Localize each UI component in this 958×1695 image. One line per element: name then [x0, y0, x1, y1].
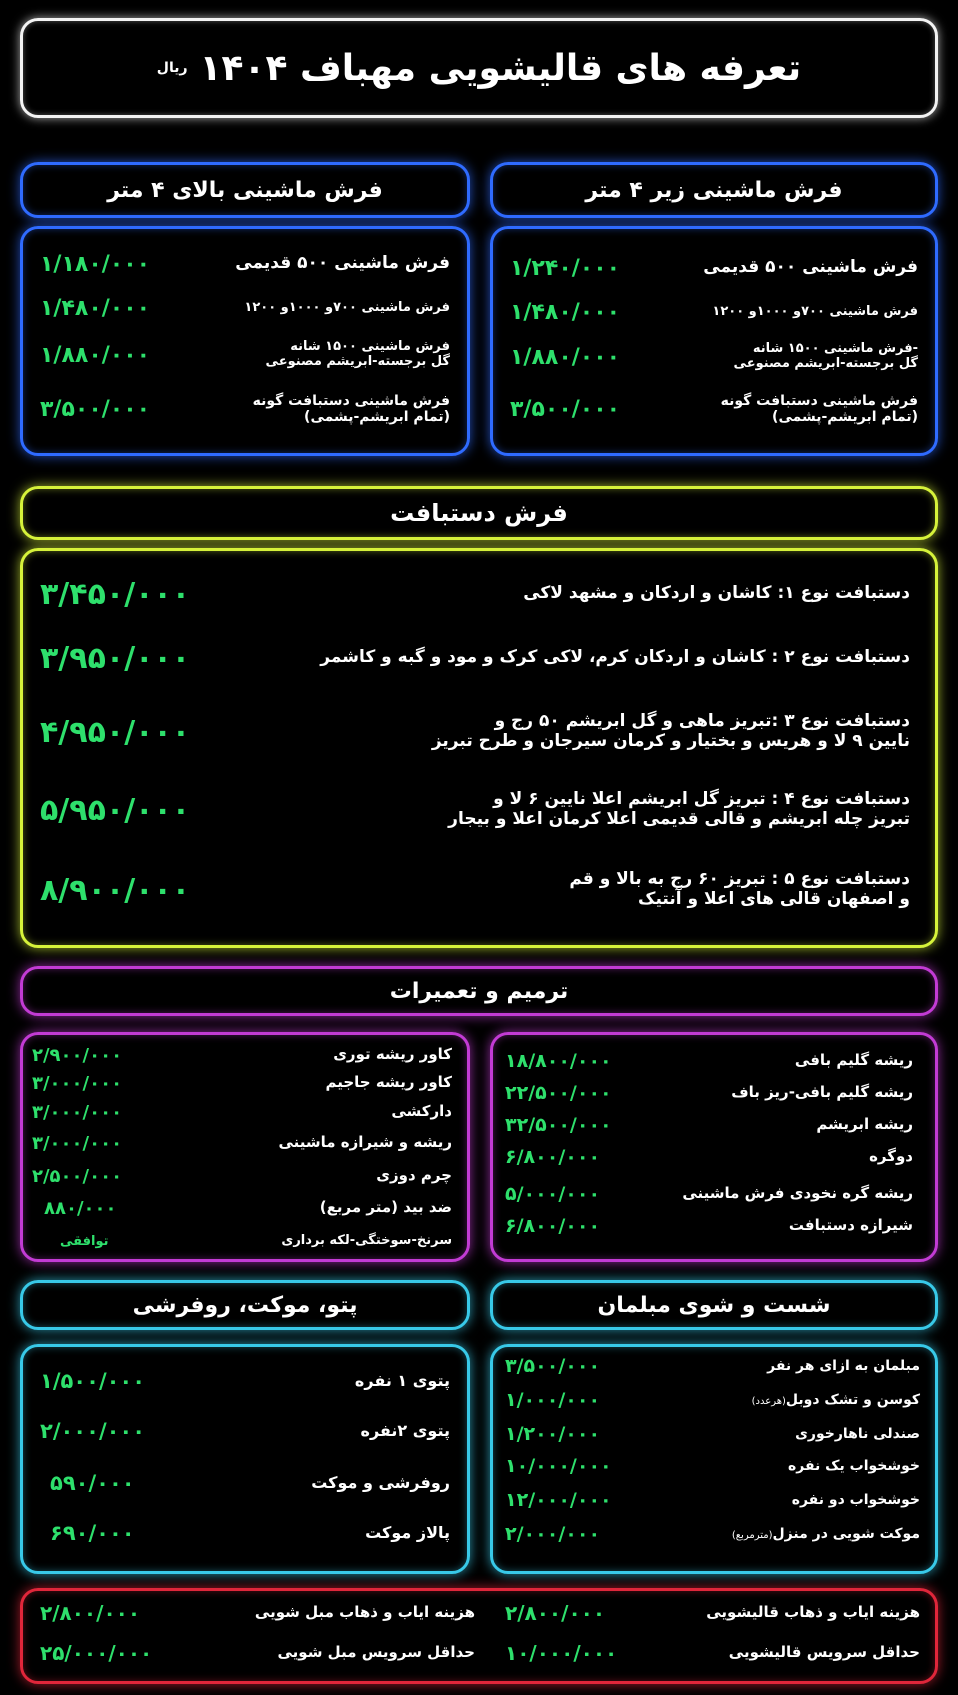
- list-item: [40, 332, 450, 378]
- item-price: ۲/۰۰۰/۰۰۰: [505, 1523, 601, 1545]
- item-price: توافقی: [60, 1233, 109, 1249]
- item-price: ۱/۴۸۰/۰۰۰: [510, 299, 621, 325]
- item-note: (هرعدد): [751, 1395, 786, 1407]
- item-label: خوشخواب دو نفره: [791, 1491, 920, 1508]
- list-item: [40, 778, 910, 842]
- list-item: [505, 1079, 913, 1107]
- item-price: ۶/۸۰۰/۰۰۰: [505, 1146, 601, 1168]
- list-item: [40, 700, 910, 764]
- item-label: ریشه گلیم بافی-ریز باف: [731, 1083, 913, 1102]
- list-item: [510, 248, 918, 288]
- item-label: روفرشی و موکت: [311, 1472, 450, 1492]
- list-item: [505, 1420, 920, 1448]
- item-price: ۱۲/۰۰۰/۰۰۰: [505, 1489, 612, 1511]
- repair-header: [20, 966, 938, 1016]
- item-price: ۳/۰۰۰/۰۰۰: [32, 1101, 123, 1123]
- item-price: ۳/۰۰۰/۰۰۰: [32, 1072, 123, 1094]
- item-label: ریشه و شیرازه ماشینی: [278, 1133, 452, 1152]
- item-price: ۳/۰۰۰/۰۰۰: [32, 1132, 123, 1154]
- item-price: ۸۸۰/۰۰۰: [44, 1197, 117, 1219]
- item-label: شیرازه دستبافت: [788, 1216, 913, 1235]
- list-item: [32, 1163, 452, 1189]
- item-label: صندلی ناهارخوری: [795, 1425, 920, 1442]
- list-item: [505, 1452, 920, 1480]
- item-price: ۱۰/۰۰۰/۰۰۰: [505, 1641, 618, 1665]
- list-item: [40, 288, 450, 328]
- item-label: فرش ماشینی ۵۰۰ قدیمی: [703, 257, 918, 278]
- list-item: [40, 1637, 475, 1669]
- item-label: ضد بید (متر مربع): [319, 1198, 452, 1217]
- item-price: ۳۲/۵۰۰/۰۰۰: [505, 1114, 612, 1136]
- list-item: [505, 1637, 920, 1669]
- list-item: [505, 1111, 913, 1139]
- item-label: پتوی ۱ نفره: [354, 1370, 450, 1390]
- item-label: فرش ماشینی ۵۰۰ قدیمی: [235, 253, 450, 274]
- item-label-line2: (تمام ابریشم-پشمی): [772, 409, 918, 425]
- item-price: ۲/۹۰۰/۰۰۰: [32, 1044, 123, 1066]
- item-price: ۱/۸۸۰/۰۰۰: [510, 344, 621, 370]
- item-price: ۱۰/۰۰۰/۰۰۰: [505, 1455, 612, 1477]
- item-price: ۲۵/۰۰۰/۰۰۰: [40, 1641, 153, 1665]
- item-price: ۳/۹۵۰/۰۰۰: [40, 640, 191, 676]
- currency-unit: ریال: [156, 60, 188, 76]
- handmade-title: فرش دستبافت: [390, 499, 568, 527]
- list-item: [505, 1520, 920, 1548]
- list-item: [505, 1386, 920, 1414]
- list-item: [505, 1212, 913, 1240]
- item-price: ۱/۱۸۰/۰۰۰: [40, 251, 151, 277]
- list-item: [505, 1047, 913, 1075]
- furniture-title: شست و شوی مبلمان: [597, 1292, 831, 1318]
- title-box: [20, 18, 938, 118]
- item-label: موکت شویی در منزل: [772, 1525, 920, 1542]
- item-price: ۶/۸۰۰/۰۰۰: [505, 1215, 601, 1237]
- blanket-header: [20, 1280, 470, 1330]
- item-label-line2: و اصفهان قالی های اعلا و آنتیک: [638, 889, 910, 909]
- list-item: [40, 244, 450, 284]
- list-item: [32, 1042, 452, 1068]
- item-note: (مترمربع): [731, 1529, 773, 1541]
- item-label-line2: نایین ۹ لا و هریس و بختیار و کرمان سیرجان و طرح تبریز: [431, 731, 910, 751]
- machine-under4-header: [490, 162, 938, 218]
- item-label: حداقل سرویس قالیشویی: [728, 1643, 920, 1662]
- item-label: فرش ماشینی ۷۰۰و ۱۰۰۰و ۱۲۰۰: [244, 299, 450, 315]
- item-label: مبلمان به ازای هر نفر: [767, 1357, 920, 1374]
- item-label: خوشخواب یک نفره: [787, 1457, 920, 1474]
- list-item: [510, 334, 918, 380]
- item-price: ۲/۵۰۰/۰۰۰: [32, 1165, 123, 1187]
- machine-over4-title: فرش ماشینی بالای ۴ متر: [107, 177, 383, 203]
- list-item: [40, 1414, 450, 1448]
- item-label: پالاز موکت: [365, 1522, 450, 1542]
- item-label: کوسن و تشک دوبل: [785, 1391, 920, 1408]
- item-label: ریشه گره نخودی فرش ماشینی: [682, 1184, 913, 1203]
- item-label: ریشه گلیم بافی: [794, 1051, 913, 1070]
- item-label: دستبافت نوع ۳ :تبریز ماهی و گل ابریشم ۵۰ رج و: [494, 711, 910, 732]
- item-price: ۵/۹۵۰/۰۰۰: [40, 792, 191, 828]
- item-label: حداقل سرویس مبل شویی: [277, 1643, 475, 1662]
- furniture-header: [490, 1280, 938, 1330]
- list-item: [40, 1466, 450, 1500]
- item-price: ۱/۴۸۰/۰۰۰: [40, 295, 151, 321]
- item-label-line2: گل برجسته-ابریشم مصنوعی: [265, 354, 450, 369]
- item-label: چرم دوزی: [376, 1166, 452, 1185]
- item-label: فرش ماشینی دستبافت گونه: [252, 392, 450, 409]
- item-price: ۲/۸۰۰/۰۰۰: [40, 1601, 141, 1625]
- list-item: [510, 292, 918, 332]
- item-label: فرش ماشینی ۱۵۰۰ شانه: [290, 339, 450, 355]
- list-item: [40, 1364, 450, 1398]
- list-item: [32, 1070, 452, 1096]
- item-label: کاور ریشه جاجیم: [325, 1073, 452, 1092]
- machine-under4-title: فرش ماشینی زیر ۴ متر: [585, 177, 843, 203]
- item-label-line2: تبریز چله ابریشم و قالی قدیمی اعلا کرمان اعلا و بیجار: [448, 809, 910, 829]
- item-label: دستبافت نوع ۴ : تبریز گل ابریشم اعلا نایین ۶ لا و: [493, 789, 910, 810]
- item-label: ریشه ابریشم: [816, 1115, 913, 1134]
- list-item: [40, 570, 910, 618]
- list-item: [40, 858, 910, 922]
- item-price: ۲/۸۰۰/۰۰۰: [505, 1601, 606, 1625]
- item-price: ۲۲/۵۰۰/۰۰۰: [505, 1082, 612, 1104]
- machine-over4-header: [20, 162, 470, 218]
- list-item: [40, 1597, 475, 1629]
- item-price: ۳/۵۰۰/۰۰۰: [40, 396, 151, 422]
- item-price: ۸/۹۰۰/۰۰۰: [40, 872, 191, 908]
- item-label: سرنخ-سوختگی-لکه برداری: [281, 1232, 452, 1248]
- list-item: [505, 1486, 920, 1514]
- item-price: ۳/۴۵۰/۰۰۰: [40, 576, 191, 612]
- list-item: [505, 1352, 920, 1380]
- list-item: [510, 384, 918, 434]
- item-price: ۳/۵۰۰/۰۰۰: [505, 1355, 601, 1377]
- item-label: دوگره: [869, 1147, 913, 1166]
- item-label: دارکشی: [391, 1102, 452, 1121]
- item-label-line2: (تمام ابریشم-پشمی): [304, 409, 450, 425]
- item-label: فرش ماشینی ۷۰۰و ۱۰۰۰و ۱۲۰۰: [712, 303, 918, 319]
- list-item: [505, 1597, 920, 1629]
- list-item: [505, 1143, 913, 1171]
- item-label: هزینه ایاب و ذهاب قالیشویی: [706, 1603, 920, 1622]
- item-price: ۵۹۰/۰۰۰: [50, 1471, 135, 1495]
- item-price: ۵/۰۰۰/۰۰۰: [505, 1183, 601, 1205]
- list-item: [32, 1099, 452, 1125]
- item-price: ۱/۸۸۰/۰۰۰: [40, 342, 151, 368]
- list-item: [32, 1130, 452, 1156]
- item-price: ۲/۰۰۰/۰۰۰: [40, 1419, 146, 1443]
- item-label: کاور ریشه توری: [333, 1045, 452, 1064]
- list-item: [32, 1195, 452, 1221]
- item-price: ۱/۰۰۰/۰۰۰: [505, 1389, 601, 1411]
- item-price: ۴/۹۵۰/۰۰۰: [40, 714, 191, 750]
- item-price: ۱۸/۸۰۰/۰۰۰: [505, 1050, 612, 1072]
- item-label: دستبافت نوع ۱: کاشان و اردکان و مشهد لاکی: [523, 583, 910, 604]
- item-label: دستبافت نوع ۲ : کاشان و اردکان کرم، لاکی کرک و مود و گبه و کاشمر: [320, 647, 910, 668]
- item-price: ۶۹۰/۰۰۰: [50, 1521, 135, 1545]
- item-label: -فرش ماشینی ۱۵۰۰ شانه: [752, 341, 918, 357]
- item-label-line2: گل برجسته-ابریشم مصنوعی: [733, 356, 918, 371]
- item-label: دستبافت نوع ۵ : تبریز ۶۰ رج به بالا و قم: [569, 869, 910, 890]
- item-price: ۱/۲۰۰/۰۰۰: [505, 1423, 601, 1445]
- item-price: ۳/۵۰۰/۰۰۰: [510, 396, 621, 422]
- list-item: [40, 634, 910, 682]
- handmade-header: [20, 486, 938, 540]
- item-label: پتوی ۲نفره: [360, 1420, 450, 1440]
- item-label: هزینه ایاب و ذهاب مبل شویی: [254, 1603, 475, 1622]
- list-item: [40, 384, 450, 434]
- list-item: [32, 1228, 452, 1254]
- item-price: ۱/۵۰۰/۰۰۰: [40, 1369, 146, 1393]
- repair-title: ترمیم و تعمیرات: [389, 978, 569, 1004]
- list-item: [40, 1516, 450, 1550]
- item-price: ۱/۲۴۰/۰۰۰: [510, 255, 621, 281]
- blanket-title: پتو، موکت، روفرشی: [132, 1292, 358, 1318]
- page-title: تعرفه های قالیشویی مهباف ۱۴۰۴: [199, 47, 802, 89]
- list-item: [505, 1180, 913, 1208]
- item-label: فرش ماشینی دستبافت گونه: [720, 392, 918, 409]
